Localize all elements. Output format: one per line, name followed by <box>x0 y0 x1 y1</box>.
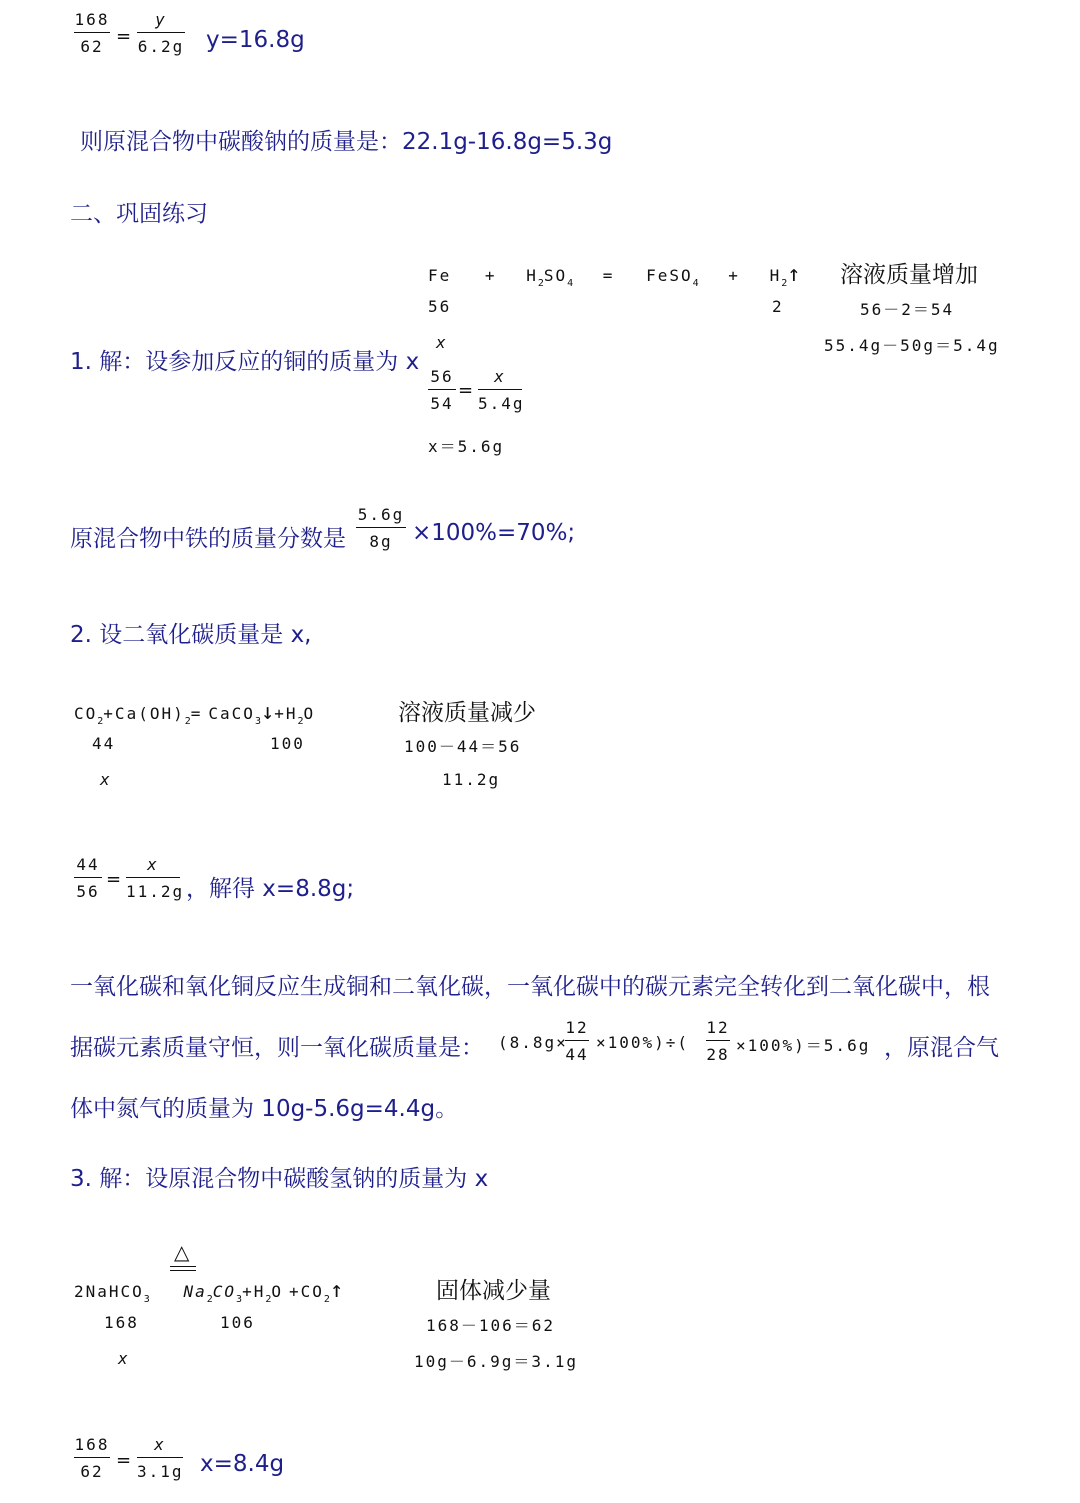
q2-fraction-12-28 <box>706 1018 730 1064</box>
q3-fraction-x-3.1g <box>137 1435 183 1481</box>
q2-expr-part1: (8.8g× <box>498 1033 568 1052</box>
plus: + <box>484 266 497 285</box>
q1-mass-fe: 56 <box>428 297 452 316</box>
q3-equation <box>74 1278 343 1305</box>
q3-label: 3. 解：设原混合物中碳酸氢钠的质量为 x <box>70 1166 489 1192</box>
numerator: 5.6g <box>357 505 405 524</box>
q2-fraction-12-44 <box>565 1018 589 1064</box>
fe: Fe <box>428 266 452 285</box>
up-arrow-icon: ↑ <box>329 1278 344 1303</box>
q1-percent-fraction <box>356 505 406 551</box>
q3-result: x=8.4g <box>200 1451 285 1477</box>
q2-actual-diff: 11.2g <box>442 770 501 789</box>
q1-fraction-56-54 <box>428 367 456 413</box>
q2-result: ，解得 x=8.8g; <box>186 876 355 902</box>
caco3: CaCO <box>208 704 255 723</box>
o: O <box>303 704 316 723</box>
o: O <box>271 1282 283 1301</box>
sub: 2 <box>537 278 544 289</box>
q1-result: x＝5.6g <box>428 437 505 456</box>
q2-fraction-x-11.2g <box>126 855 185 901</box>
so: SO <box>543 266 568 285</box>
sub: 4 <box>692 278 699 289</box>
equals-sign: = <box>116 26 132 47</box>
h2o: +H <box>274 704 298 723</box>
q2-paragraph-line3: 体中氮气的质量为 10g-5.6g=4.4g。 <box>70 1096 459 1122</box>
q2-paragraph-line2-suffix: ，原混合气 <box>884 1035 999 1061</box>
h2: H <box>769 266 782 285</box>
numerator: x <box>154 1435 166 1454</box>
sub: 2 <box>297 716 304 727</box>
q1-equation <box>428 262 800 289</box>
numerator: 168 <box>74 10 110 29</box>
heat-triangle-icon: △ <box>174 1240 190 1264</box>
q1-x: x <box>436 333 448 352</box>
sub: 2 <box>97 716 104 727</box>
sub: 2 <box>265 1294 272 1305</box>
section-title: 二、巩固练习 <box>70 201 208 227</box>
q2-equation <box>74 700 315 727</box>
numerator: 12 <box>565 1018 589 1037</box>
sub: 3 <box>254 716 261 727</box>
q1-actual-diff: 55.4g－50g＝5.4g <box>824 336 1000 355</box>
denominator: 3.1g <box>137 1462 184 1481</box>
down-arrow-icon: ↓ <box>260 700 275 725</box>
denominator: 6.2g <box>137 37 185 56</box>
denominator: 62 <box>80 37 104 56</box>
co: CO <box>212 1282 237 1301</box>
q3-mass-na2co3: 106 <box>220 1313 255 1332</box>
q2-label: 2. 设二氧化碳质量是 x, <box>70 622 312 648</box>
q2-mass-co2: 44 <box>92 734 116 753</box>
reaction-line <box>170 1266 196 1267</box>
q3-note: 固体减少量 <box>436 1278 551 1304</box>
nahco3: 2NaHCO <box>74 1282 144 1301</box>
q2-expr-part2: ×100%)÷( <box>596 1033 690 1052</box>
result-y: y=16.8g <box>206 27 305 53</box>
h2o: +H <box>242 1282 266 1301</box>
q2-mass-caco3: 100 <box>270 734 305 753</box>
denominator: 54 <box>430 394 454 413</box>
equals-sign: = <box>106 869 122 890</box>
q1-percent-prefix: 原混合物中铁的质量分数是 <box>70 526 346 552</box>
feso4: FeSO <box>646 266 693 285</box>
q2-x: x <box>100 770 112 789</box>
numerator: 168 <box>74 1435 110 1454</box>
na: Na <box>183 1282 207 1301</box>
q1-note: 溶液质量增加 <box>840 262 978 288</box>
numerator: x <box>147 855 159 874</box>
q1-fraction-x-5.4g <box>478 367 525 413</box>
q3-x: x <box>118 1349 130 1368</box>
sub: 2 <box>206 1294 213 1305</box>
numerator: 12 <box>706 1018 730 1037</box>
denominator: 5.4g <box>478 394 525 413</box>
denominator: 44 <box>565 1045 589 1064</box>
h: H <box>526 266 538 285</box>
reaction-line <box>170 1270 196 1271</box>
plus: + <box>728 266 740 285</box>
denominator: 8g <box>369 532 393 551</box>
numerator: 56 <box>430 367 454 386</box>
denominator: 11.2g <box>126 882 185 901</box>
equals-sign: = <box>116 1450 132 1471</box>
fraction-168-62 <box>74 10 110 56</box>
numerator: 44 <box>76 855 100 874</box>
co2: +CO <box>289 1282 324 1301</box>
q3-mass-diff: 168－106＝62 <box>426 1316 556 1335</box>
q3-mass-nahco3: 168 <box>104 1313 139 1332</box>
co2: CO <box>74 704 98 723</box>
numerator: y <box>155 10 167 29</box>
q2-fraction-44-56 <box>74 855 102 901</box>
denominator: 56 <box>76 882 100 901</box>
sub: 3 <box>236 1294 243 1305</box>
q2-note: 溶液质量减少 <box>398 700 536 726</box>
caoh2: +Ca(OH) <box>103 704 185 723</box>
q1-mass-diff: 56－2＝54 <box>860 300 955 319</box>
q2-paragraph-line1: 一氧化碳和氧化铜反应生成铜和二氧化碳，一氧化碳中的碳元素完全转化到二氧化碳中，根 <box>70 974 990 1000</box>
q3-fraction-168-62 <box>74 1435 110 1481</box>
sub: 4 <box>567 278 574 289</box>
q1-label: 1. 解：设参加反应的铜的质量为 x <box>70 349 420 375</box>
q3-actual-diff: 10g－6.9g＝3.1g <box>414 1352 578 1371</box>
sodium-carbonate-mass-line: 则原混合物中碳酸钠的质量是：22.1g-16.8g=5.3g <box>80 129 613 155</box>
q1-mass-h2: 2 <box>772 297 784 316</box>
equals: = <box>190 704 203 723</box>
numerator: x <box>494 367 506 386</box>
equals: = <box>602 266 615 285</box>
q2-mass-diff: 100－44＝56 <box>404 737 522 756</box>
fraction-y-6.2g <box>137 10 185 56</box>
q2-expr-part3: ×100%)＝5.6g <box>736 1036 871 1055</box>
sub: 2 <box>184 716 191 727</box>
sub: 2 <box>323 1294 330 1305</box>
denominator: 28 <box>706 1045 730 1064</box>
equals-sign: = <box>458 380 474 401</box>
denominator: 62 <box>80 1462 104 1481</box>
q2-paragraph-line2-prefix: 据碳元素质量守恒，则一氧化碳质量是： <box>70 1035 484 1061</box>
sub: 2 <box>781 278 788 289</box>
sub: 3 <box>143 1294 150 1305</box>
up-arrow-icon: ↑ <box>787 262 801 287</box>
q1-percent-suffix: ×100%=70%; <box>412 520 576 546</box>
